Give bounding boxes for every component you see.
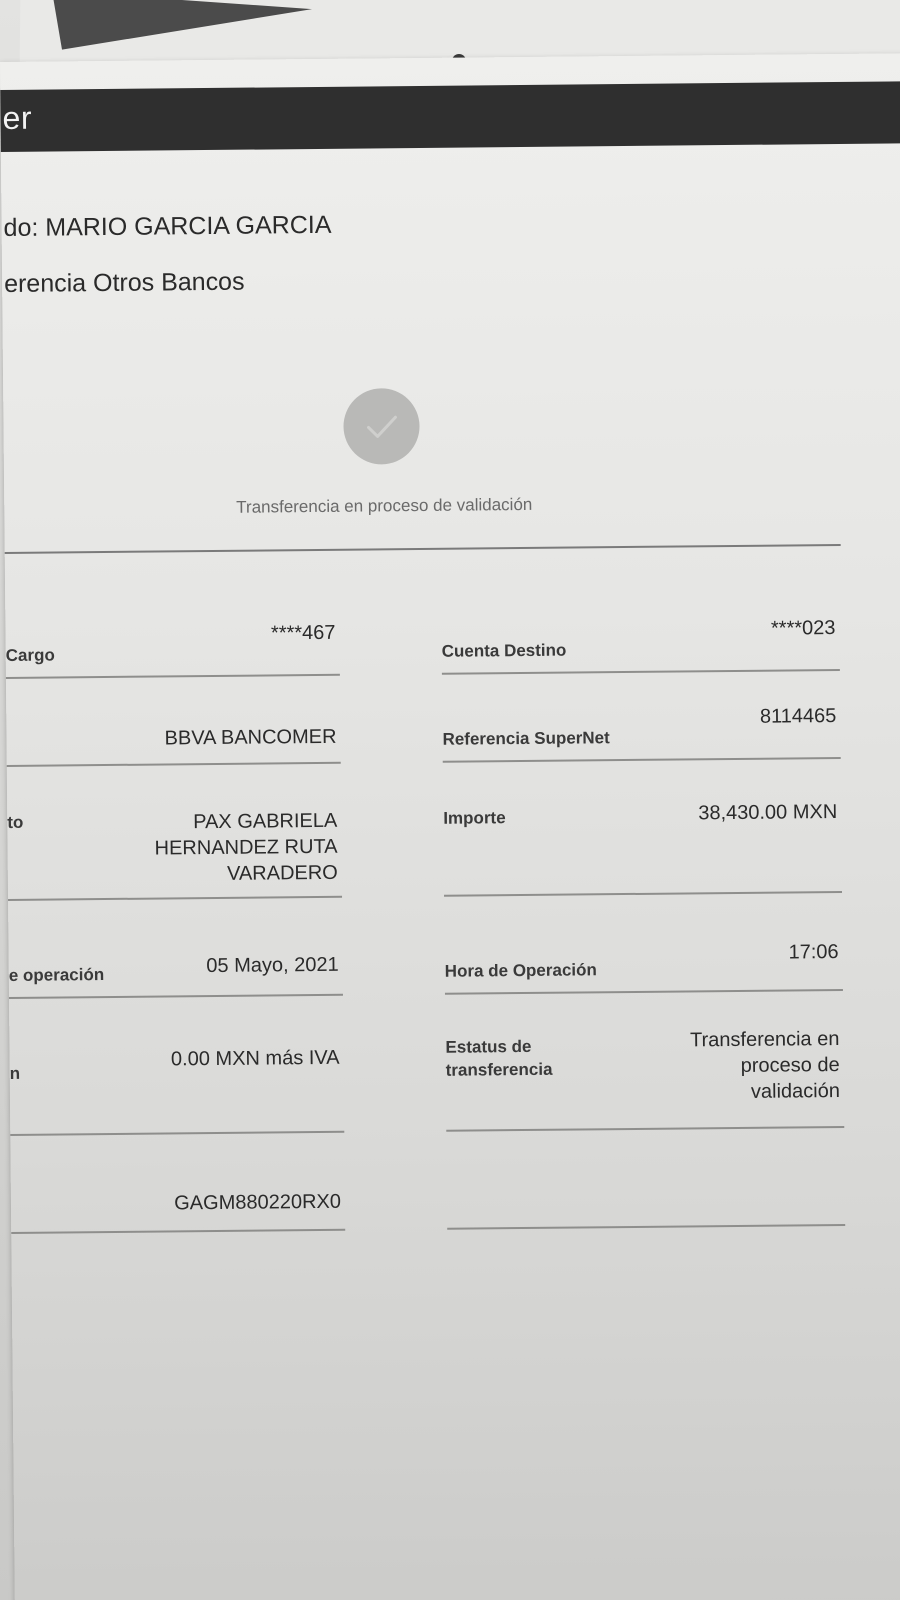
field-label — [445, 1035, 552, 1082]
field-beneficiario — [7, 792, 342, 901]
field-label: e operación — [8, 965, 105, 985]
field-empty — [447, 1164, 846, 1230]
field-fecha — [8, 934, 343, 999]
beneficiary-line: VARADERO — [226, 861, 338, 885]
field-value — [690, 1026, 840, 1105]
check-circle-icon — [343, 388, 420, 465]
field-value: BBVA BANCOMER — [164, 725, 337, 750]
field-label: to — [7, 812, 24, 832]
status-value-line: validación — [750, 1079, 841, 1103]
transfer-receipt — [0, 53, 900, 1600]
field-importe — [443, 787, 842, 897]
status-value-line: proceso de — [740, 1053, 840, 1077]
field-label: Referencia SuperNet — [442, 728, 610, 749]
field-label: Cuenta Destino — [441, 640, 567, 661]
field-cuenta-cargo — [5, 614, 340, 679]
field-value: ****467 — [270, 621, 336, 645]
field-comision — [9, 1031, 344, 1136]
beneficiary-line: PAX GABRIELA — [193, 809, 338, 834]
field-referencia — [442, 697, 841, 763]
field-value — [154, 808, 338, 888]
field-label: n — [9, 1063, 21, 1083]
field-cuenta-destino — [441, 609, 840, 675]
field-value: 0.00 MXN más IVA — [170, 1046, 340, 1071]
receipt-header — [0, 81, 900, 152]
divider — [5, 544, 841, 554]
field-value: 8114465 — [759, 705, 837, 728]
field-label: Cargo — [5, 645, 55, 665]
field-rfc — [11, 1169, 346, 1234]
field-estatus — [445, 1026, 844, 1132]
field-value: ****023 — [770, 617, 836, 640]
field-value: 17:06 — [788, 940, 839, 964]
field-label: Hora de Operación — [444, 960, 597, 981]
status-label-line: Estatus de — [445, 1036, 532, 1057]
status-value-line: Transferencia en — [689, 1027, 840, 1052]
status-label-line: transferencia — [445, 1059, 553, 1080]
account-holder: do: MARIO GARCIA GARCIA — [3, 210, 332, 242]
operation-type: erencia Otros Bancos — [3, 267, 245, 298]
status-message: Transferencia en proceso de validación — [236, 494, 533, 517]
field-banco — [6, 702, 341, 767]
field-hora — [444, 929, 843, 995]
header-title: er — [2, 99, 33, 136]
field-label: Importe — [443, 808, 506, 828]
beneficiary-line: HERNANDEZ RUTA — [154, 835, 338, 860]
field-value: GAGM880220RX0 — [174, 1190, 342, 1215]
field-value: 05 Mayo, 2021 — [206, 953, 339, 978]
field-value: 38,430.00 MXN — [698, 800, 838, 825]
